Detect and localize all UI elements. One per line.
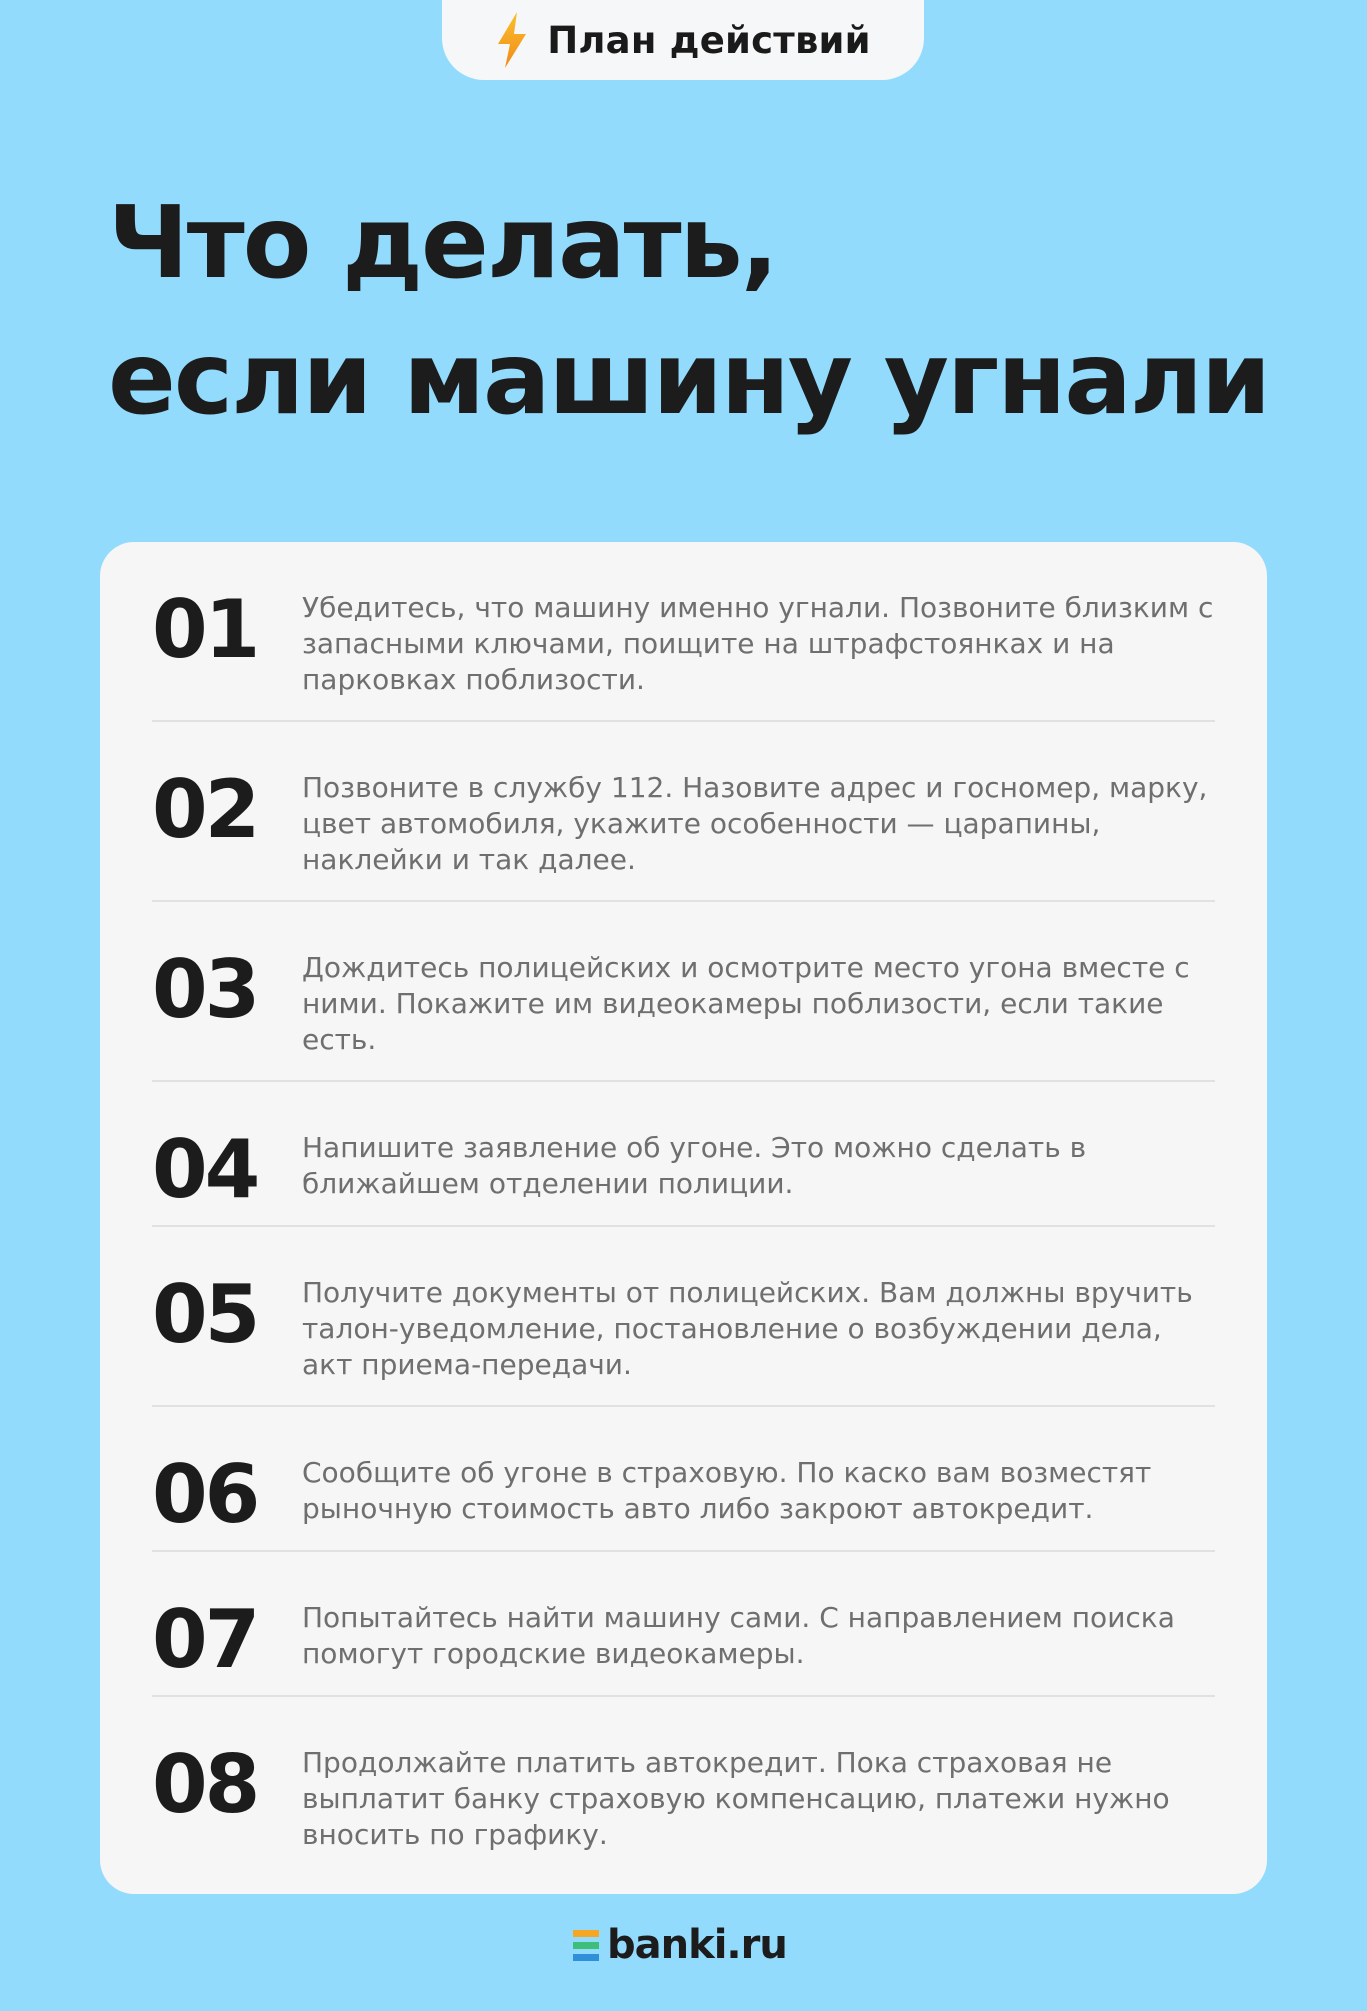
step-text: Дождитесь полицейских и осмотрите место угона вместе с ними. Покажите им видеокамеры поблизости, если такие есть. (302, 951, 1190, 1056)
step-number: 08 (152, 1738, 258, 1831)
step-item (152, 1697, 1215, 1874)
page-title (108, 175, 1269, 447)
step-number: 04 (152, 1123, 258, 1216)
footer-logo-text: banki.ru (607, 1922, 787, 1968)
step-item (152, 902, 1215, 1082)
step-text: Продолжайте платить автокредит. Пока страховая не выплатит банку страховую компенсацию, платежи нужно вносить по графику. (302, 1746, 1170, 1851)
step-number: 02 (152, 763, 258, 856)
page-title-line-2: если машину угнали (108, 320, 1270, 437)
step-item (152, 1552, 1215, 1697)
step-number: 03 (152, 943, 258, 1036)
step-item (152, 1407, 1215, 1552)
footer-logo (569, 1922, 787, 1968)
page-title-line-1: Что делать, (108, 184, 777, 301)
step-number: 05 (152, 1268, 258, 1361)
banki-logo-icon (569, 1927, 603, 1963)
lightning-bolt-icon (495, 11, 529, 69)
steps-card (100, 542, 1267, 1894)
step-text: Сообщите об угоне в страховую. По каско вам возместят рыночную стоимость авто либо закроют автокредит. (302, 1456, 1152, 1525)
step-item (152, 1082, 1215, 1227)
step-item (152, 1227, 1215, 1407)
step-number: 07 (152, 1593, 258, 1686)
header-tag-label: План действий (547, 18, 871, 62)
step-text: Убедитесь, что машину именно угнали. Позвоните близким с запасными ключами, поищите на штрафстоянках и на парковках поблизости. (302, 591, 1214, 696)
step-item (152, 542, 1215, 722)
step-number: 01 (152, 583, 258, 676)
step-number: 06 (152, 1448, 258, 1541)
step-text: Попытайтесь найти машину сами. С направлением поиска помогут городские видеокамеры. (302, 1601, 1175, 1670)
step-text: Позвоните в службу 112. Назовите адрес и госномер, марку, цвет автомобиля, укажите особенности — царапины, наклейки и так далее. (302, 771, 1208, 876)
header-tag (442, 0, 924, 80)
step-item (152, 722, 1215, 902)
step-text: Получите документы от полицейских. Вам должны вручить талон-уведомление, постановление о возбуждении дела, акт приема-передачи. (302, 1276, 1193, 1381)
step-text: Напишите заявление об угоне. Это можно сделать в ближайшем отделении полиции. (302, 1131, 1087, 1200)
